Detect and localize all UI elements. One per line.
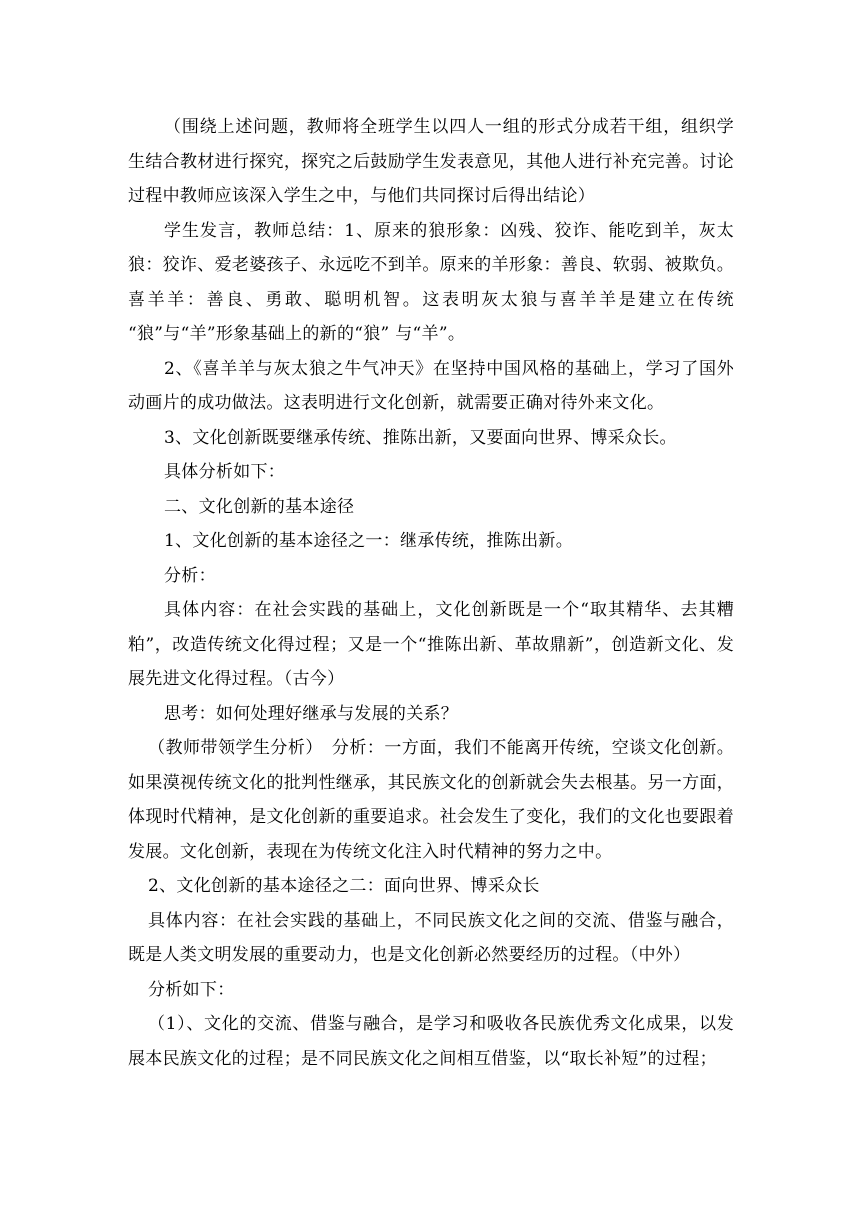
paragraph-analysis-label: 分析： (164, 565, 216, 586)
document-body (128, 110, 734, 1076)
paragraph-analysis-follows: 分析如下： (148, 979, 235, 1000)
paragraph-teacher-summary: 学生发言，教师总结：1、原来的狼形象：凶残、狡诈、能吃到羊，灰太狼：狡诈、爱老婆孩子、永远吃不到羊。原来的羊形象：善良、软弱、被欺负。喜羊羊：善良、勇敢、聪明机智。这表明灰太狼与喜羊羊是建立在传统 “狼”与“羊”形象基础上的新的“狼” 与“羊”。 (128, 220, 734, 344)
paragraph-point-3: 3、文化创新既要继承传统、推陈出新，又要面向世界、博采众长。 (164, 427, 677, 448)
paragraph-path-2-content: 具体内容：在社会实践的基础上，不同民族文化之间的交流、借鉴与融合，既是人类文明发展的重要动力，也是文化创新必然要经历的过程。（中外） (128, 910, 734, 965)
paragraph-point-2: 2、《喜羊羊与灰太狼之牛气冲天》在坚持中国风格的基础上，学习了国外动画片的成功做法。这表明进行文化创新，就需要正确对待外来文化。 (128, 358, 734, 413)
section-heading-basic-paths: 二、文化创新的基本途径 (164, 496, 355, 517)
subheading-path-2: 2、文化创新的基本途径之二：面向世界、博采众长 (148, 876, 540, 896)
subheading-path-1: 1、文化创新的基本途径之一：继承传统，推陈出新。 (164, 531, 574, 551)
paragraph-exchange-point-1: （1）、文化的交流、借鉴与融合，是学习和吸收各民族优秀文化成果，以发展本民族文化的过程；是不同民族文化之间相互借鉴，以“取长补短”的过程； (128, 1014, 734, 1069)
paragraph-path-1-content: 具体内容：在社会实践的基础上，文化创新既是一个“取其精华、去其糟粕”，改造传统文化得过程；又是一个“推陈出新、革故鼎新”，创造新文化、发展先进文化得过程。（古今） (128, 600, 734, 689)
paragraph-discussion-instructions: （围绕上述问题，教师将全班学生以四人一组的形式分成若干组，组织学生结合教材进行探究，探究之后鼓励学生发表意见，其他人进行补充完善。讨论过程中教师应该深入学生之中，与他们共同探讨后得出结论） (128, 117, 734, 206)
paragraph-analysis-intro: 具体分析如下： (164, 462, 286, 482)
paragraph-question: 思考：如何处理好继承与发展的关系？ (164, 703, 459, 724)
paragraph-inheritance-analysis: （教师带领学生分析） 分析：一方面，我们不能离开传统，空谈文化创新。如果漠视传统文化的批判性继承，其民族文化的创新就会失去根基。另一方面，体现时代精神，是文化创新的重要追求。社会发生了变化，我们的文化也要跟着发展。文化创新，表现在为传统文化注入时代精神的努力之中。 (128, 738, 734, 862)
